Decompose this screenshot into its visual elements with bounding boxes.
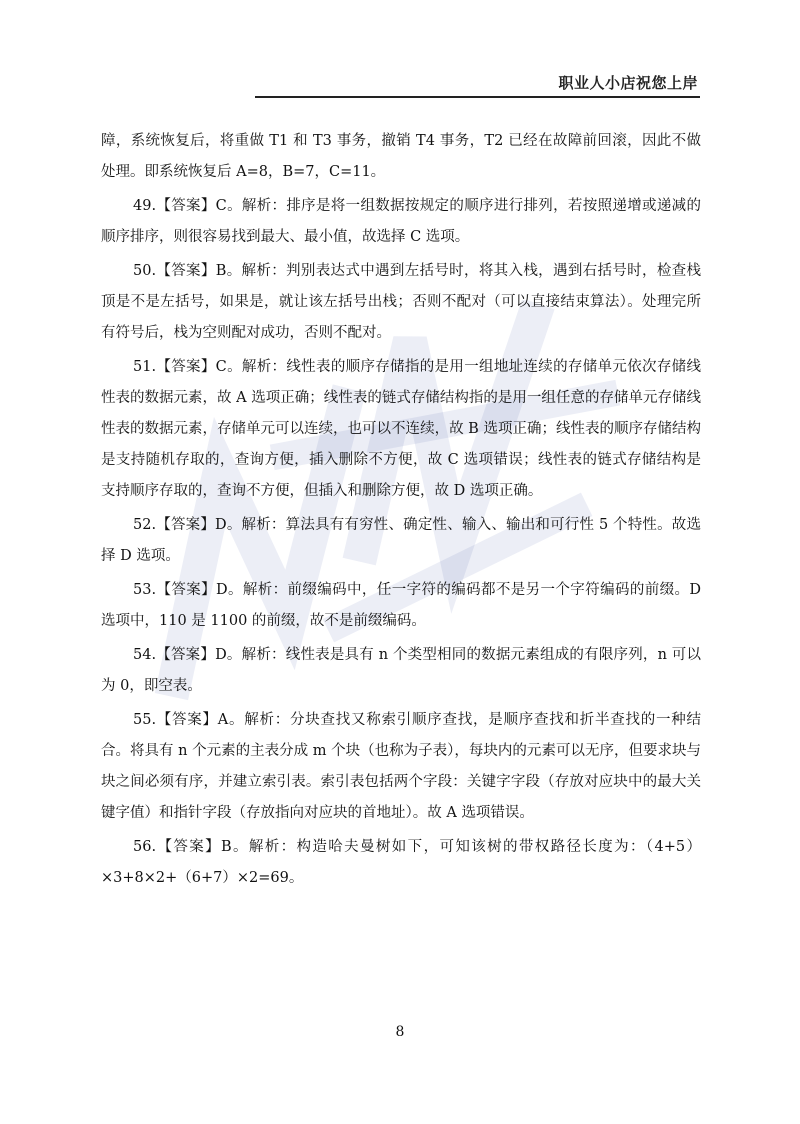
answer-49: 49.【答案】C。解析：排序是将一组数据按规定的顺序进行排列，若按照递增或递减的顺序排序，则很容易找到最大、最小值，故选择 C 选项。 (101, 198, 701, 245)
answer-54: 54.【答案】D。解析：线性表是具有 n 个类型相同的数据元素组成的有限序列，n 可以为 0，即空表。 (101, 647, 701, 694)
document-body (101, 126, 701, 897)
answer-50: 50.【答案】B。解析：判别表达式中遇到左括号时，将其入栈，遇到右括号时，检查栈顶是不是左括号，如果是，就让该左括号出栈；否则不配对（可以直接结束算法）。处理完所有符号后，栈为空则配对成功，否则不配对。 (101, 263, 701, 341)
answer-53: 53.【答案】D。解析：前缀编码中，任一字符的编码都不是另一个字符编码的前缀。D 选项中，110 是 1100 的前缀，故不是前缀编码。 (101, 582, 701, 629)
page-header (255, 66, 700, 98)
header-title: 职业人小店祝您上岸 (558, 74, 698, 92)
page-number: 8 (395, 1024, 405, 1040)
paragraph-continuation: 障，系统恢复后，将重做 T1 和 T3 事务，撤销 T4 事务，T2 已经在故障前回滚，因此不做处理。即系统恢复后 A=8，B=7，C=11。 (101, 133, 701, 180)
answer-55: 55.【答案】A。解析：分块查找又称索引顺序查找，是顺序查找和折半查找的一种结合。将具有 n 个元素的主表分成 m 个块（也称为子表），每块内的元素可以无序，但要求块与块之间必须有序，并建立索引表。索引表包括两个字段：关键字字段（存放对应块中的最大关键字值）和指针字段（存放指向对应块的首地址）。故 A 选项错误。 (101, 712, 701, 821)
answer-52: 52.【答案】D。解析：算法具有有穷性、确定性、输入、输出和可行性 5 个特性。故选择 D 选项。 (101, 517, 701, 564)
answer-51: 51.【答案】C。解析：线性表的顺序存储指的是用一组地址连续的存储单元依次存储线性表的数据元素，故 A 选项正确；线性表的链式存储结构指的是用一组任意的存储单元存储线性表的数据元素，存储单元可以连续，也可以不连续，故 B 选项正确；线性表的顺序存储结构是支持随机存取的，查询方便，插入删除不方便，故 C 选项错误；线性表的链式存储结构是支持顺序存取的，查询不方便，但插入和删除方便，故 D 选项正确。 (101, 359, 701, 499)
answer-56: 56.【答案】B。解析：构造哈夫曼树如下，可知该树的带权路径长度为：（4+5）×3+8×2+（6+7）×2=69。 (101, 839, 701, 886)
